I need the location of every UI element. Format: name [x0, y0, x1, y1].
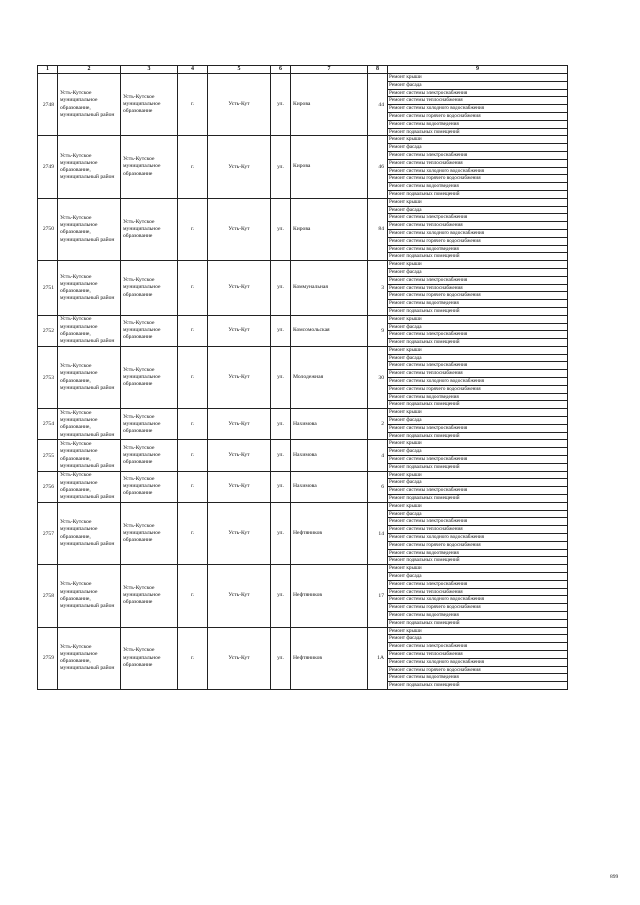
work-item: Ремонт подвальных помещений: [389, 307, 460, 314]
works-cell: [388, 315, 568, 346]
settlement-type-cell: г.: [178, 440, 208, 471]
header-cell: 9: [388, 66, 568, 74]
header-cell: 3: [121, 66, 178, 74]
city-cell: Усть-Кут: [208, 440, 271, 471]
work-item: Ремонт крыши: [388, 472, 567, 480]
work-item: Ремонт крыши: [388, 440, 567, 448]
row-number: 2749: [38, 136, 58, 198]
work-item: Ремонт системы электроснабжения: [388, 487, 567, 495]
work-item: Ремонт фасада: [388, 448, 567, 456]
work-item: Ремонт системы холодного водоснабжения: [388, 168, 567, 176]
city-cell: Усть-Кут: [208, 346, 271, 408]
works-cell: [388, 440, 568, 471]
work-item: Ремонт системы электроснабжения: [388, 214, 567, 222]
work-item: Ремонт крыши: [388, 503, 567, 511]
table-row: [38, 565, 568, 627]
work-item: Ремонт системы теплоснабжения: [388, 526, 567, 534]
street-cell: Комсомольская: [291, 315, 368, 346]
table-row: [38, 74, 568, 136]
work-item: Ремонт фасада: [388, 82, 567, 90]
work-item: Ремонт системы водоотведения: [388, 550, 567, 558]
house-number-cell: 9: [368, 315, 388, 346]
work-item: Ремонт подвальных помещений: [389, 253, 460, 260]
work-item: Ремонт системы холодного водоснабжения: [388, 659, 567, 667]
header-cell: 5: [208, 66, 271, 74]
work-item: Ремонт системы водоотведения: [388, 394, 567, 402]
district-cell: Усть-Кутское муниципальное образование, муниципальный район: [58, 198, 121, 260]
street-cell: Нахимова: [291, 409, 368, 440]
work-item: Ремонт крыши: [388, 261, 567, 269]
house-number-cell: 30: [368, 346, 388, 408]
street-type-cell: ул.: [271, 627, 291, 689]
works-cell: [388, 346, 568, 408]
work-item: Ремонт подвальных помещений: [389, 557, 460, 564]
work-item: Ремонт системы водоотведения: [388, 612, 567, 620]
municipality-cell: Усть-Кутское муниципальное образование: [121, 627, 178, 689]
table-body: [38, 74, 568, 690]
municipality-cell: Усть-Кутское муниципальное образование: [121, 198, 178, 260]
row-number: 2751: [38, 261, 58, 316]
work-item: Ремонт системы водоотведения: [388, 121, 567, 129]
work-item: Ремонт системы электроснабжения: [388, 152, 567, 160]
table-row: [38, 627, 568, 689]
work-item: Ремонт фасада: [388, 269, 567, 277]
table-row: [38, 198, 568, 260]
work-item: Ремонт системы горячего водоснабжения: [388, 113, 567, 121]
settlement-type-cell: г.: [178, 627, 208, 689]
table-row: [38, 502, 568, 564]
work-item: Ремонт системы горячего водоснабжения: [388, 667, 567, 675]
city-cell: Усть-Кут: [208, 502, 271, 564]
work-item: Ремонт системы электроснабжения: [388, 277, 567, 285]
work-item: Ремонт системы холодного водоснабжения: [388, 378, 567, 386]
district-cell: Усть-Кутское муниципальное образование, муниципальный район: [58, 471, 121, 502]
house-number-cell: 1А: [368, 627, 388, 689]
house-number-cell: 6: [368, 471, 388, 502]
repair-schedule-table: [37, 65, 568, 690]
street-type-cell: ул.: [271, 502, 291, 564]
municipality-cell: Усть-Кутское муниципальное образование: [121, 74, 178, 136]
table-row: [38, 136, 568, 198]
street-type-cell: ул.: [271, 440, 291, 471]
city-cell: Усть-Кут: [208, 627, 271, 689]
work-item: Ремонт системы теплоснабжения: [388, 97, 567, 105]
street-type-cell: ул.: [271, 315, 291, 346]
work-item: Ремонт системы электроснабжения: [388, 425, 567, 433]
header-cell: 1: [38, 66, 58, 74]
work-item: Ремонт системы электроснабжения: [388, 362, 567, 370]
district-cell: Усть-Кутское муниципальное образование, муниципальный район: [58, 136, 121, 198]
work-item: Ремонт фасада: [388, 324, 567, 332]
settlement-type-cell: г.: [178, 136, 208, 198]
settlement-type-cell: г.: [178, 409, 208, 440]
city-cell: Усть-Кут: [208, 565, 271, 627]
district-cell: Усть-Кутское муниципальное образование, муниципальный район: [58, 627, 121, 689]
row-number: 2756: [38, 471, 58, 502]
work-item: Ремонт системы водоотведения: [388, 674, 567, 682]
street-type-cell: ул.: [271, 136, 291, 198]
works-cell: [388, 198, 568, 260]
work-item: Ремонт крыши: [388, 74, 567, 82]
work-item: Ремонт крыши: [388, 199, 567, 207]
row-number: 2754: [38, 409, 58, 440]
municipality-cell: Усть-Кутское муниципальное образование: [121, 409, 178, 440]
municipality-cell: Усть-Кутское муниципальное образование: [121, 346, 178, 408]
house-number-cell: 2: [368, 409, 388, 440]
work-item: Ремонт крыши: [388, 565, 567, 573]
municipality-cell: Усть-Кутское муниципальное образование: [121, 471, 178, 502]
municipality-cell: Усть-Кутское муниципальное образование: [121, 565, 178, 627]
header-cell: 2: [58, 66, 121, 74]
work-item: Ремонт системы теплоснабжения: [388, 370, 567, 378]
work-item: Ремонт системы горячего водоснабжения: [388, 542, 567, 550]
city-cell: Усть-Кут: [208, 136, 271, 198]
municipality-cell: Усть-Кутское муниципальное образование: [121, 315, 178, 346]
settlement-type-cell: г.: [178, 565, 208, 627]
work-item: Ремонт системы электроснабжения: [388, 518, 567, 526]
work-item: Ремонт подвальных помещений: [389, 463, 460, 470]
street-type-cell: ул.: [271, 409, 291, 440]
page-number: 899: [610, 874, 619, 880]
street-cell: Молодежная: [291, 346, 368, 408]
work-item: Ремонт системы горячего водоснабжения: [388, 175, 567, 183]
header-cell: 6: [271, 66, 291, 74]
street-cell: Нахимова: [291, 440, 368, 471]
city-cell: Усть-Кут: [208, 471, 271, 502]
work-item: Ремонт подвальных помещений: [389, 190, 460, 197]
district-cell: Усть-Кутское муниципальное образование, муниципальный район: [58, 409, 121, 440]
street-type-cell: ул.: [271, 261, 291, 316]
settlement-type-cell: г.: [178, 74, 208, 136]
work-item: Ремонт фасада: [388, 144, 567, 152]
work-item: Ремонт подвальных помещений: [389, 128, 460, 135]
street-cell: Кирова: [291, 74, 368, 136]
house-number-cell: 46: [368, 136, 388, 198]
works-cell: [388, 136, 568, 198]
street-type-cell: ул.: [271, 565, 291, 627]
work-item: Ремонт системы водоотведения: [388, 183, 567, 191]
work-item: Ремонт подвальных помещений: [389, 432, 460, 439]
municipality-cell: Усть-Кутское муниципальное образование: [121, 261, 178, 316]
work-item: Ремонт крыши: [388, 409, 567, 417]
house-number-cell: 44: [368, 74, 388, 136]
row-number: 2759: [38, 627, 58, 689]
work-item: Ремонт фасада: [388, 573, 567, 581]
city-cell: Усть-Кут: [208, 74, 271, 136]
house-number-cell: 84: [368, 198, 388, 260]
table-row: [38, 315, 568, 346]
work-item: Ремонт фасада: [388, 207, 567, 215]
street-cell: Нефтяников: [291, 502, 368, 564]
city-cell: Усть-Кут: [208, 315, 271, 346]
table-row: [38, 409, 568, 440]
street-type-cell: ул.: [271, 346, 291, 408]
work-item: Ремонт подвальных помещений: [389, 339, 460, 346]
settlement-type-cell: г.: [178, 471, 208, 502]
header-cell: 8: [368, 66, 388, 74]
table-header-row: [38, 66, 568, 74]
settlement-type-cell: г.: [178, 315, 208, 346]
works-cell: [388, 627, 568, 689]
street-cell: Нефтяников: [291, 627, 368, 689]
work-item: Ремонт подвальных помещений: [389, 401, 460, 408]
city-cell: Усть-Кут: [208, 261, 271, 316]
table-row: [38, 261, 568, 316]
header-cell: 7: [291, 66, 368, 74]
work-item: Ремонт системы водоотведения: [388, 246, 567, 254]
row-number: 2757: [38, 502, 58, 564]
table-row: [38, 440, 568, 471]
house-number-cell: 14: [368, 502, 388, 564]
works-cell: [388, 471, 568, 502]
work-item: Ремонт фасада: [388, 355, 567, 363]
work-item: Ремонт системы электроснабжения: [388, 456, 567, 464]
row-number: 2758: [38, 565, 58, 627]
house-number-cell: 4: [368, 440, 388, 471]
works-cell: [388, 502, 568, 564]
row-number: 2753: [38, 346, 58, 408]
settlement-type-cell: г.: [178, 346, 208, 408]
municipality-cell: Усть-Кутское муниципальное образование: [121, 502, 178, 564]
house-number-cell: 17: [368, 565, 388, 627]
street-cell: Коммунальная: [291, 261, 368, 316]
work-item: Ремонт подвальных помещений: [389, 619, 460, 626]
work-item: Ремонт системы горячего водоснабжения: [388, 292, 567, 300]
district-cell: Усть-Кутское муниципальное образование, муниципальный район: [58, 565, 121, 627]
municipality-cell: Усть-Кутское муниципальное образование: [121, 440, 178, 471]
work-item: Ремонт системы электроснабжения: [388, 643, 567, 651]
work-item: Ремонт крыши: [388, 136, 567, 144]
street-type-cell: ул.: [271, 198, 291, 260]
works-cell: [388, 409, 568, 440]
work-item: Ремонт крыши: [388, 347, 567, 355]
work-item: Ремонт фасада: [388, 417, 567, 425]
municipality-cell: Усть-Кутское муниципальное образование: [121, 136, 178, 198]
street-cell: Кирова: [291, 136, 368, 198]
work-item: Ремонт системы электроснабжения: [388, 581, 567, 589]
city-cell: Усть-Кут: [208, 409, 271, 440]
work-item: Ремонт системы теплоснабжения: [388, 285, 567, 293]
work-item: Ремонт системы электроснабжения: [388, 90, 567, 98]
table-row: [38, 346, 568, 408]
work-item: Ремонт системы холодного водоснабжения: [388, 105, 567, 113]
street-cell: Кирова: [291, 198, 368, 260]
settlement-type-cell: г.: [178, 502, 208, 564]
row-number: 2750: [38, 198, 58, 260]
work-item: Ремонт крыши: [388, 316, 567, 324]
city-cell: Усть-Кут: [208, 198, 271, 260]
work-item: Ремонт системы холодного водоснабжения: [388, 230, 567, 238]
work-item: Ремонт системы теплоснабжения: [388, 160, 567, 168]
work-item: Ремонт системы теплоснабжения: [388, 222, 567, 230]
work-item: Ремонт системы горячего водоснабжения: [388, 386, 567, 394]
work-item: Ремонт подвальных помещений: [389, 682, 460, 689]
work-item: Ремонт системы холодного водоснабжения: [388, 596, 567, 604]
street-cell: Нахимова: [291, 471, 368, 502]
district-cell: Усть-Кутское муниципальное образование, муниципальный район: [58, 261, 121, 316]
work-item: Ремонт системы электроснабжения: [388, 331, 567, 339]
row-number: 2752: [38, 315, 58, 346]
work-item: Ремонт подвальных помещений: [389, 495, 460, 502]
settlement-type-cell: г.: [178, 198, 208, 260]
work-item: Ремонт системы теплоснабжения: [388, 651, 567, 659]
district-cell: Усть-Кутское муниципальное образование, муниципальный район: [58, 315, 121, 346]
table-row: [38, 471, 568, 502]
header-cell: 4: [178, 66, 208, 74]
district-cell: Усть-Кутское муниципальное образование, муниципальный район: [58, 440, 121, 471]
street-cell: Нефтяников: [291, 565, 368, 627]
work-item: Ремонт системы теплоснабжения: [388, 589, 567, 597]
work-item: Ремонт фасада: [388, 635, 567, 643]
district-cell: Усть-Кутское муниципальное образование, муниципальный район: [58, 346, 121, 408]
street-type-cell: ул.: [271, 471, 291, 502]
row-number: 2755: [38, 440, 58, 471]
works-cell: [388, 74, 568, 136]
work-item: Ремонт системы холодного водоснабжения: [388, 534, 567, 542]
work-item: Ремонт системы горячего водоснабжения: [388, 604, 567, 612]
work-item: Ремонт фасада: [388, 511, 567, 519]
work-item: Ремонт крыши: [388, 628, 567, 636]
district-cell: Усть-Кутское муниципальное образование, муниципальный район: [58, 74, 121, 136]
works-cell: [388, 261, 568, 316]
street-type-cell: ул.: [271, 74, 291, 136]
district-cell: Усть-Кутское муниципальное образование, муниципальный район: [58, 502, 121, 564]
row-number: 2748: [38, 74, 58, 136]
work-item: Ремонт фасада: [388, 479, 567, 487]
work-item: Ремонт системы горячего водоснабжения: [388, 238, 567, 246]
house-number-cell: 3: [368, 261, 388, 316]
works-cell: [388, 565, 568, 627]
work-item: Ремонт системы водоотведения: [388, 300, 567, 308]
settlement-type-cell: г.: [178, 261, 208, 316]
